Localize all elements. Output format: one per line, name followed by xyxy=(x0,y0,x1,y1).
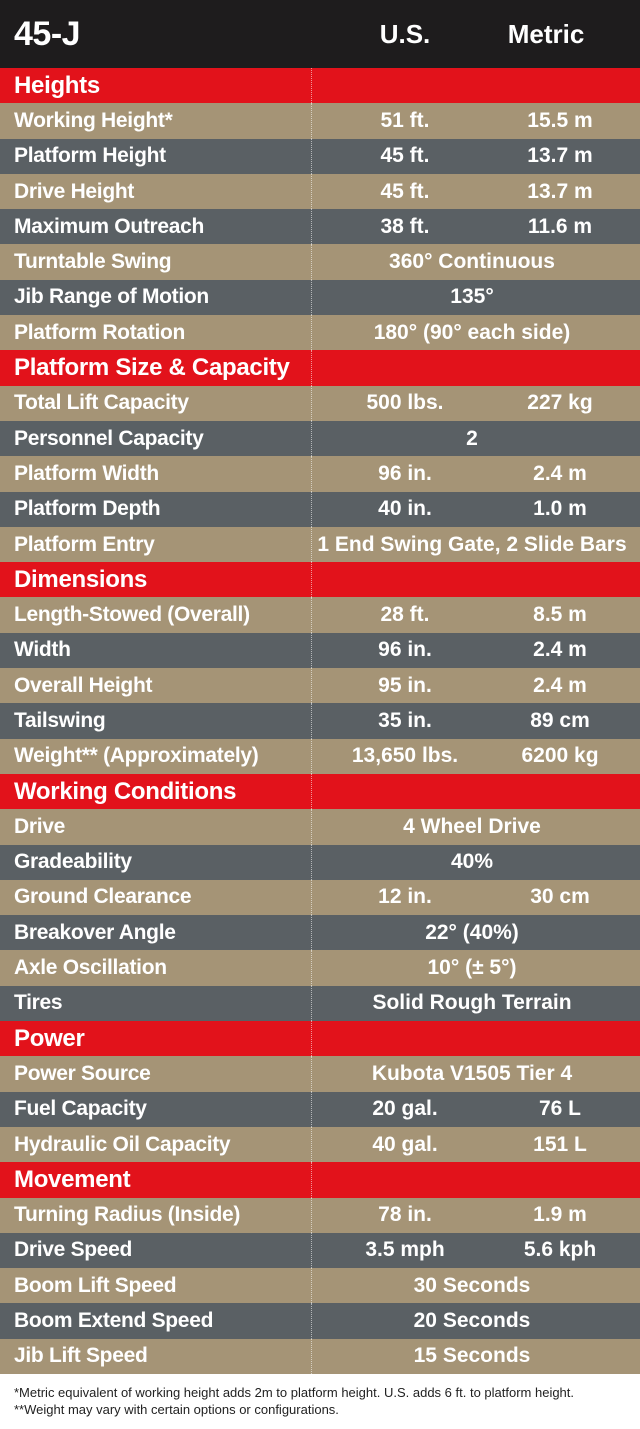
column-divider xyxy=(311,1056,312,1091)
spec-row xyxy=(0,103,640,138)
spec-label: Personnel Capacity xyxy=(14,426,204,450)
spec-row xyxy=(0,986,640,1021)
spec-value-combined: 10° (± 5°) xyxy=(427,956,517,980)
spec-value-metric: 1.9 m xyxy=(533,1203,587,1227)
column-divider xyxy=(311,421,312,456)
column-divider xyxy=(311,350,312,385)
column-divider xyxy=(311,174,312,209)
spec-label: Length-Stowed (Overall) xyxy=(14,603,250,627)
spec-label: Gradeability xyxy=(14,850,132,874)
column-divider xyxy=(311,1339,312,1374)
spec-row xyxy=(0,703,640,738)
column-divider xyxy=(311,1303,312,1338)
section-title: Working Conditions xyxy=(14,777,237,805)
spec-label: Maximum Outreach xyxy=(14,214,205,238)
spec-row xyxy=(0,668,640,703)
column-divider xyxy=(311,1092,312,1127)
spec-row xyxy=(0,527,640,562)
spec-row xyxy=(0,915,640,950)
spec-label: Drive Height xyxy=(14,179,135,203)
spec-value-us: 20 gal. xyxy=(372,1097,438,1121)
column-divider xyxy=(311,1162,312,1197)
spec-label: Platform Depth xyxy=(14,497,161,521)
spec-label: Tailswing xyxy=(14,708,106,732)
spec-row xyxy=(0,456,640,491)
section-title: Platform Size & Capacity xyxy=(14,354,290,382)
spec-value-us: 13,650 lbs. xyxy=(351,744,459,768)
spec-value-us: 45 ft. xyxy=(380,144,430,168)
spec-label: Hydraulic Oil Capacity xyxy=(14,1132,231,1156)
spec-row xyxy=(0,809,640,844)
column-divider xyxy=(311,527,312,562)
spec-label: Platform Entry xyxy=(14,532,155,556)
column-divider xyxy=(311,668,312,703)
spec-value-combined: Kubota V1505 Tier 4 xyxy=(371,1061,573,1085)
spec-row xyxy=(0,1303,640,1338)
spec-value-us: 35 in. xyxy=(378,708,432,732)
spec-value-combined: 40% xyxy=(450,850,494,874)
spec-value-metric: 89 cm xyxy=(530,708,590,732)
column-divider xyxy=(311,103,312,138)
spec-label: Power Source xyxy=(14,1061,151,1085)
spec-value-metric: 76 L xyxy=(538,1097,582,1121)
section-title: Movement xyxy=(14,1165,131,1193)
spec-value-metric: 13.7 m xyxy=(527,144,593,168)
spec-label: Platform Rotation xyxy=(14,320,186,344)
column-divider xyxy=(311,209,312,244)
spec-value-metric: 227 kg xyxy=(527,391,593,415)
column-divider xyxy=(311,456,312,491)
spec-label: Jib Range of Motion xyxy=(14,285,209,309)
spec-value-us: 40 gal. xyxy=(372,1132,438,1156)
section-header xyxy=(0,774,640,809)
spec-value-us: 78 in. xyxy=(378,1203,432,1227)
spec-label: Ground Clearance xyxy=(14,885,192,909)
us-column-header: U.S. xyxy=(379,18,431,49)
spec-value-metric: 30 cm xyxy=(530,885,590,909)
spec-value-us: 28 ft. xyxy=(380,603,430,627)
column-divider xyxy=(311,774,312,809)
spec-row xyxy=(0,845,640,880)
spec-label: Axle Oscillation xyxy=(14,956,167,980)
spec-value-metric: 1.0 m xyxy=(533,497,587,521)
spec-label: Working Height* xyxy=(14,108,173,132)
section-title: Heights xyxy=(14,71,100,99)
spec-label: Weight** (Approximately) xyxy=(14,744,259,768)
spec-value-combined: 180° (90° each side) xyxy=(373,320,571,344)
spec-value-us: 96 in. xyxy=(378,638,432,662)
spec-row xyxy=(0,174,640,209)
spec-value-us: 12 in. xyxy=(378,885,432,909)
spec-value-us: 40 in. xyxy=(378,497,432,521)
column-divider xyxy=(311,562,312,597)
column-divider xyxy=(311,1021,312,1056)
column-divider xyxy=(311,1268,312,1303)
spec-label: Breakover Angle xyxy=(14,920,176,944)
spec-row xyxy=(0,597,640,632)
column-divider xyxy=(311,1127,312,1162)
column-divider xyxy=(311,1233,312,1268)
spec-value-combined: 360° Continuous xyxy=(389,250,555,274)
spec-row xyxy=(0,244,640,279)
section-header xyxy=(0,350,640,385)
section-header xyxy=(0,562,640,597)
spec-row xyxy=(0,1127,640,1162)
spec-label: Overall Height xyxy=(14,673,153,697)
spec-value-combined: 15 Seconds xyxy=(413,1344,531,1368)
column-divider xyxy=(311,280,312,315)
model-title: 45-J xyxy=(14,14,81,53)
column-divider xyxy=(311,845,312,880)
spec-label: Width xyxy=(14,638,71,662)
spec-value-combined: 135° xyxy=(450,285,494,309)
spec-row xyxy=(0,633,640,668)
spec-value-metric: 15.5 m xyxy=(527,108,593,132)
spec-label: Jib Lift Speed xyxy=(14,1344,148,1368)
column-divider xyxy=(311,880,312,915)
spec-label: Turntable Swing xyxy=(14,250,172,274)
column-divider xyxy=(311,633,312,668)
footnote-working-height: *Metric equivalent of working height adds 2m to platform height. U.S. adds 6 ft. to platform height. xyxy=(14,1385,575,1400)
spec-label: Fuel Capacity xyxy=(14,1097,147,1121)
spec-value-metric: 5.6 kph xyxy=(523,1238,597,1262)
spec-value-metric: 8.5 m xyxy=(533,603,587,627)
spec-value-combined: Solid Rough Terrain xyxy=(372,991,572,1015)
column-divider xyxy=(311,386,312,421)
spec-value-us: 51 ft. xyxy=(380,108,430,132)
column-divider xyxy=(311,492,312,527)
spec-value-metric: 6200 kg xyxy=(521,744,599,768)
spec-row xyxy=(0,209,640,244)
section-header xyxy=(0,1021,640,1056)
spec-value-combined: 4 Wheel Drive xyxy=(403,814,541,838)
spec-label: Tires xyxy=(14,991,63,1015)
spec-row xyxy=(0,421,640,456)
spec-label: Turning Radius (Inside) xyxy=(14,1203,241,1227)
spec-row xyxy=(0,492,640,527)
spec-label: Drive xyxy=(14,814,66,838)
spec-table-body xyxy=(0,68,640,1374)
spec-value-us: 500 lbs. xyxy=(366,391,444,415)
section-header xyxy=(0,68,640,103)
column-divider xyxy=(311,68,312,103)
spec-label: Platform Width xyxy=(14,461,159,485)
spec-label: Platform Height xyxy=(14,144,166,168)
spec-label: Total Lift Capacity xyxy=(14,391,189,415)
spec-value-combined: 22° (40%) xyxy=(425,920,519,944)
spec-row xyxy=(0,1198,640,1233)
spec-value-metric: 2.4 m xyxy=(533,461,587,485)
column-divider xyxy=(311,809,312,844)
spec-value-us: 45 ft. xyxy=(380,179,430,203)
column-divider xyxy=(311,1198,312,1233)
column-divider xyxy=(311,950,312,985)
spec-value-combined: 30 Seconds xyxy=(413,1273,531,1297)
column-divider xyxy=(311,986,312,1021)
spec-row xyxy=(0,1092,640,1127)
spec-value-metric: 2.4 m xyxy=(533,673,587,697)
spec-row xyxy=(0,1233,640,1268)
footnotes xyxy=(0,1378,640,1418)
spec-row xyxy=(0,1056,640,1091)
section-title: Dimensions xyxy=(14,565,148,593)
column-divider xyxy=(311,139,312,174)
spec-row xyxy=(0,880,640,915)
spec-row xyxy=(0,386,640,421)
section-title: Power xyxy=(14,1024,85,1052)
spec-label: Drive Speed xyxy=(14,1238,133,1262)
spec-value-us: 38 ft. xyxy=(380,214,430,238)
column-divider xyxy=(311,739,312,774)
spec-label: Boom Lift Speed xyxy=(14,1273,177,1297)
spec-row xyxy=(0,139,640,174)
column-divider xyxy=(311,915,312,950)
footnote-weight: **Weight may vary with certain options or configurations. xyxy=(14,1402,339,1417)
metric-column-header: Metric xyxy=(507,18,585,49)
column-divider xyxy=(311,315,312,350)
column-divider xyxy=(311,703,312,738)
spec-row xyxy=(0,1339,640,1374)
table-header xyxy=(0,0,640,68)
spec-value-metric: 2.4 m xyxy=(533,638,587,662)
spec-row xyxy=(0,280,640,315)
spec-row xyxy=(0,315,640,350)
spec-label: Boom Extend Speed xyxy=(14,1309,214,1333)
spec-value-combined: 20 Seconds xyxy=(413,1309,531,1333)
spec-value-metric: 11.6 m xyxy=(527,214,593,238)
section-header xyxy=(0,1162,640,1197)
spec-value-metric: 151 L xyxy=(533,1132,587,1156)
column-divider xyxy=(311,597,312,632)
column-divider xyxy=(311,244,312,279)
spec-value-combined: 2 xyxy=(466,426,478,450)
spec-value-metric: 13.7 m xyxy=(527,179,593,203)
spec-value-us: 95 in. xyxy=(378,673,432,697)
spec-value-us: 96 in. xyxy=(378,461,432,485)
spec-row xyxy=(0,950,640,985)
spec-value-combined: 1 End Swing Gate, 2 Slide Bars xyxy=(317,532,627,556)
spec-row xyxy=(0,1268,640,1303)
spec-value-us: 3.5 mph xyxy=(365,1238,445,1262)
spec-row xyxy=(0,739,640,774)
